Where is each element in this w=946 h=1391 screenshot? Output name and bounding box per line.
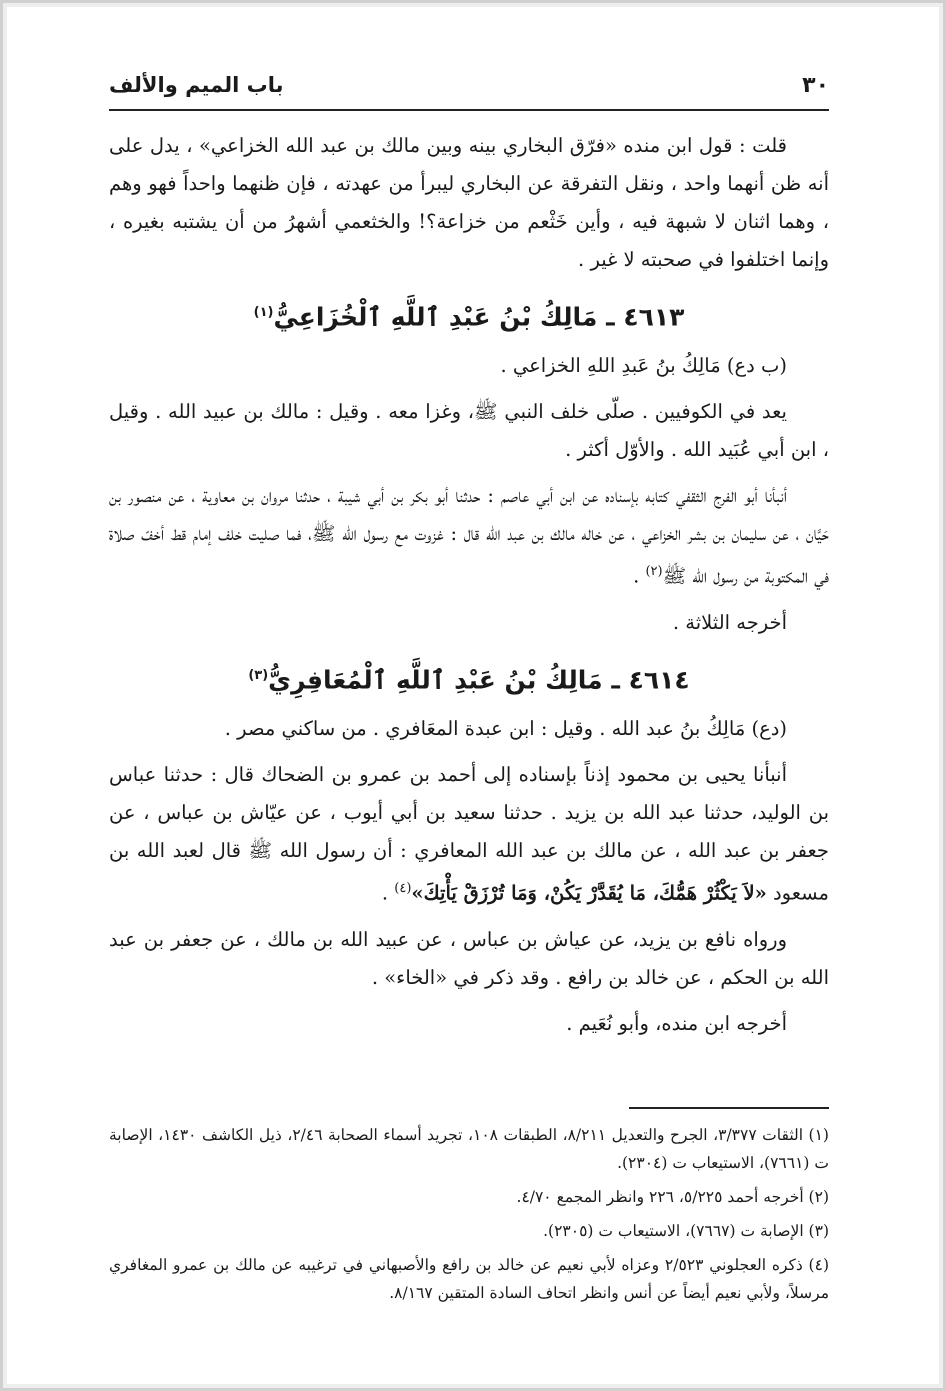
- footnotes: [109, 1121, 829, 1313]
- paragraph-entry-name: (دع) مَالِكُ بنُ عبد الله . وقيل : ابن عبدة المعَافري . من ساكني مصر .: [224, 717, 787, 741]
- paragraph-narration-alt: ورواه نافع بن يزيد، عن عياش بن عباس ، عن عبيد الله بن مالك ، عن جعفر بن عبد الله بن الحكم ، عن خالد بن رافع . وقد ذكر في «الخاء» .: [109, 927, 829, 989]
- narration-end: .: [381, 881, 395, 905]
- running-title: باب الميم والألف: [109, 73, 284, 97]
- paragraph-entry-name: (ب دع) مَالِكُ بنُ عَبدِ اللهِ الخزاعي .: [500, 354, 787, 378]
- footnote-ref: (٢): [645, 564, 663, 580]
- footnote-3: (٣) الإصابة ت (٧٦٦٧)، الاستيعاب ت (٢٣٠٥).: [543, 1222, 829, 1240]
- footnote-ref: (٤): [394, 881, 412, 897]
- footnote-4: (٤) ذكره العجلوني ٢/٥٢٣ وعزاه لأبي نعيم عن خالد بن رافع والأصبهاني في ترغيبه عن مالك بن عمرو المغافري مرسلاً، ولأبي نعيم أيضاً عن أنس وانظر اتحاف السادة المتقين ٨/١٦٧.: [109, 1256, 829, 1302]
- entry-heading-4614: [109, 656, 829, 700]
- entry-title: ٤٦١٣ ـ مَالِكُ بْنُ عَبْدِ ٱللَّهِ ٱلْخُزَاعِيُّ: [273, 302, 685, 332]
- hadith-quote: «لاَ يَكْثُرْ هَمُّكَ، مَا يُقَدَّرْ يَكُنْ، وَمَا تُرْزَقْ يَأْتِكَ»: [411, 881, 767, 905]
- paragraph-narration: [109, 477, 829, 596]
- footnote-ref: (١): [253, 305, 274, 320]
- narration-text: أنبأنا أبو الفرج الثقفي كتابه بإسناده عن ابن أبي عاصم : حدثنا أبو بكر بن أبي شيبة ، حدثنا مروان بن معاوية ، عن منصور بن حَيَّان ، عن سليمان بن بشر الخزاعي ، عن خاله مالك بن عبد الله قال : غزوت مع رسول الله ﷺ، فما صليت خلف إمام قط أخفّ صلاة في المكتوبة من رسول الله ﷺ: [109, 484, 829, 588]
- footnote-divider: [629, 1107, 829, 1109]
- entry-title: ٤٦١٤ ـ مَالِكُ بْنُ عَبْدِ ٱللَّهِ ٱلْمُعَافِرِيُّ: [268, 665, 690, 695]
- entry-heading-4613: [109, 293, 829, 337]
- page-header: [109, 69, 829, 111]
- paragraph-commentary: قلت : قول ابن منده «فرّق البخاري بينه وبين مالك بن عبد الله الخزاعي» ، يدل على أنه ظن أنهما واحد ، ونقل التفرقة عن البخاري ليبرأ من عهدته ، فإن ظنهما واحداً فهو وهم ، وهما اثنان لا شبهة فيه ، وأين خَثْعم من خزاعة؟! والخثعمي أشهرُ من أن يشتبه بغيره ، وإنما اختلفوا في صحبته لا غير .: [109, 134, 829, 271]
- narration-end: .: [633, 564, 646, 588]
- narration-text: أنبأنا يحيى بن محمود إذناً بإسناده إلى أحمد بن عمرو بن الضحاك قال : حدثنا عباس بن الوليد، حدثنا عبد الله بن يزيد . حدثنا سعيد بن أبي أيوب ، عن عيّاش بن عباس ، عن جعفر بن عبد الله ، عن مالك بن عبد الله المعافري : أن رسول الله ﷺ قال لعبد الله بن مسعود: [109, 763, 829, 905]
- footnote-2: (٢) أخرجه أحمد ٥/٢٢٥، ٢٢٦ وانظر المجمع ٤/٧٠.: [516, 1188, 829, 1206]
- footnote-1: (١) الثقات ٣/٣٧٧، الجرح والتعديل ٨/٢١١، الطبقات ١٠٨، تجريد أسماء الصحابة ٢/٤٦، ذيل الكاشف ١٤٣٠، الإصابة ت (٧٦٦١)، الاستيعاب ت (٢٣٠٤).: [109, 1126, 829, 1172]
- footnote-ref: (٣): [248, 667, 269, 683]
- paragraph-source: أخرجه ابن منده، وأبو نُعَيم .: [566, 1011, 787, 1035]
- page-number: ٣٠: [802, 73, 829, 98]
- paragraph-source: أخرجه الثلاثة .: [672, 610, 787, 634]
- paragraph-narration: [109, 756, 829, 913]
- paragraph-entry-bio: يعد في الكوفيين . صلّى خلف النبي ﷺ، وغزا معه . وقيل : مالك بن عبيد الله . وقيل ، ابن أبي عُبَيد الله . والأوّل أكثر .: [109, 400, 829, 462]
- main-text: [109, 127, 829, 1051]
